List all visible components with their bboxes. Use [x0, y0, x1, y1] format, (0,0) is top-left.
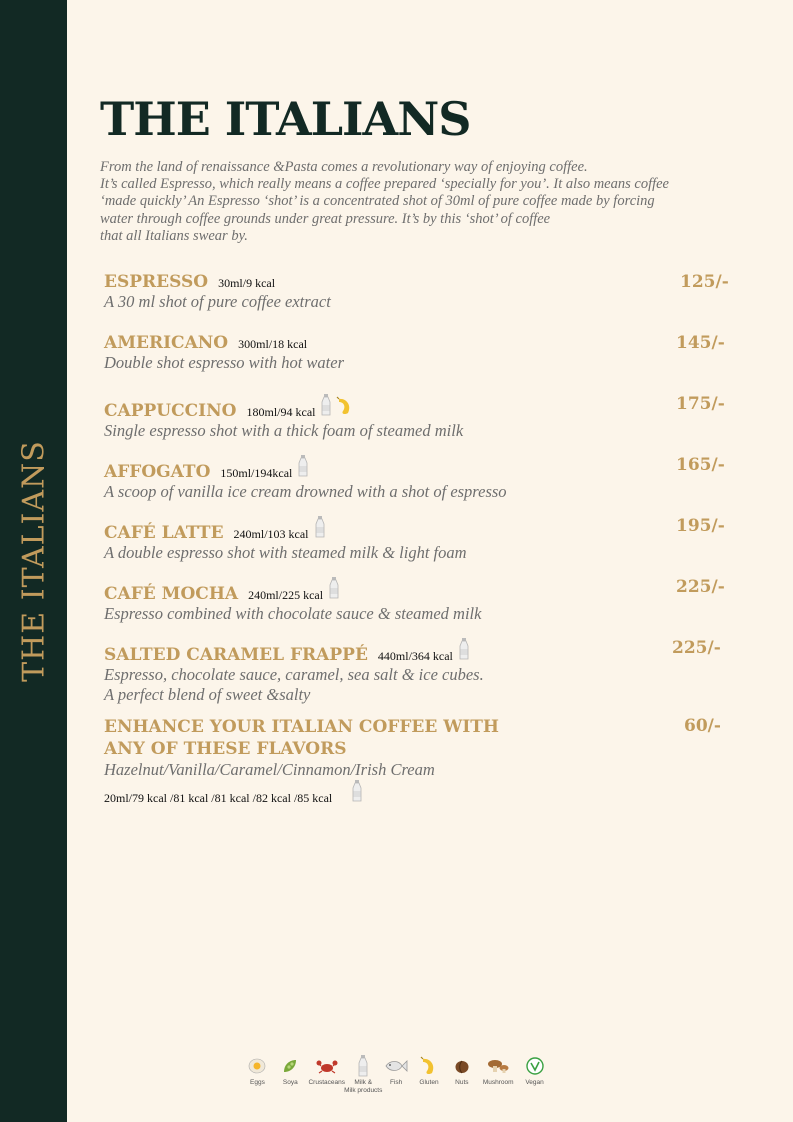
legend-item [481, 1053, 515, 1095]
legend-item [244, 1053, 271, 1095]
legend-item [344, 1053, 383, 1095]
mushroom-icon [487, 1053, 509, 1079]
item-price: 165/- [676, 455, 725, 475]
item-name: ESPRESSO [104, 272, 209, 292]
milk-icon [352, 780, 362, 806]
menu-item-cafe-mocha [104, 577, 724, 624]
milk-icon [321, 394, 331, 420]
item-name: AFFOGATO [104, 462, 211, 482]
item-name: SALTED CARAMEL FRAPPÉ [104, 645, 368, 665]
menu-item-flavors [104, 716, 724, 806]
item-calories: 440ml/364 kcal [377, 649, 453, 663]
allergen-icons [315, 516, 325, 542]
intro-line: It’s called Espresso, which really means a coffee prepared ‘specially for you’. It also means coffee [100, 176, 669, 193]
item-calories: 240ml/103 kcal [233, 527, 309, 541]
menu-item-espresso [104, 272, 729, 312]
item-calories: 30ml/9 kcal [218, 276, 276, 290]
item-description: A perfect blend of sweet &salty [104, 685, 311, 704]
milk-icon [358, 1053, 368, 1079]
item-price: 175/- [676, 394, 725, 414]
flavors-description: Hazelnut/Vanilla/Caramel/Cinnamon/Irish Cream [104, 760, 435, 779]
legend-label: Nuts [455, 1079, 469, 1086]
item-price: 225/- [672, 638, 721, 658]
menu-item-cafe-latte [104, 516, 724, 563]
allergen-icons [459, 638, 469, 664]
item-name: CAPPUCCINO [104, 401, 237, 421]
item-description: Single espresso shot with a thick foam of steamed milk [104, 421, 464, 440]
legend-label: Eggs [250, 1079, 265, 1086]
item-calories: 150ml/194kcal [220, 466, 293, 480]
legend-label: Crustaceans [308, 1079, 345, 1086]
gluten-icon [336, 396, 354, 420]
milk-icon [315, 516, 325, 542]
legend-item [448, 1053, 475, 1095]
item-price: 60/- [684, 716, 721, 736]
intro-paragraph [100, 159, 720, 245]
legend-item [277, 1053, 304, 1095]
item-price: 195/- [676, 516, 725, 536]
item-name: CAFÉ LATTE [104, 523, 224, 543]
item-description: Double shot espresso with hot water [104, 353, 345, 372]
legend-label: Vegan [525, 1079, 544, 1086]
allergen-icons [298, 455, 308, 481]
item-calories: 180ml/94 kcal [246, 405, 316, 419]
intro-line: that all Italians swear by. [100, 227, 248, 244]
sidebar-label: THE ITALIANS [16, 440, 52, 682]
flavors-calories: 20ml/79 kcal /81 kcal /81 kcal /82 kcal /85 kcal [104, 791, 333, 805]
item-name: CAFÉ MOCHA [104, 584, 239, 604]
item-price: 125/- [680, 272, 729, 292]
legend-item [310, 1053, 344, 1095]
item-price: 225/- [676, 577, 725, 597]
menu-item-affogato [104, 455, 724, 502]
milk-icon [329, 577, 339, 603]
item-price: 145/- [676, 333, 725, 353]
legend-item [383, 1053, 410, 1095]
menu-item-americano [104, 333, 724, 373]
vegan-icon [526, 1053, 544, 1079]
allergen-icons [329, 577, 339, 603]
soya-icon [282, 1053, 298, 1079]
gluten-icon [420, 1053, 438, 1079]
legend-item [521, 1053, 548, 1095]
item-calories: 300ml/18 kcal [238, 337, 308, 351]
item-description: A 30 ml shot of pure coffee extract [104, 292, 331, 311]
fish-icon [384, 1053, 408, 1079]
sidebar [0, 0, 67, 1122]
legend-item [416, 1053, 443, 1095]
legend-label: Fish [390, 1079, 403, 1086]
legend-label: Milk & Milk products [344, 1079, 383, 1094]
crustaceans-icon [316, 1053, 338, 1079]
flavors-title-line: ENHANCE YOUR ITALIAN COFFEE WITH [104, 717, 499, 737]
legend-label: Soya [282, 1079, 298, 1086]
item-description: Espresso combined with chocolate sauce & steamed milk [104, 604, 482, 623]
item-name: AMERICANO [104, 333, 229, 353]
page-title: THE ITALIANS [100, 92, 471, 146]
item-calories: 240ml/225 kcal [248, 588, 324, 602]
item-description: A scoop of vanilla ice cream drowned with a shot of espresso [104, 482, 507, 501]
milk-icon [459, 638, 469, 664]
intro-line: water through coffee grounds under great pressure. It’s by this ‘shot’ of coffee [100, 210, 551, 227]
legend-label: Mushroom [482, 1079, 514, 1086]
eggs-icon [248, 1053, 266, 1079]
allergen-legend [244, 1053, 554, 1095]
nuts-icon [453, 1053, 471, 1079]
item-description: Espresso, chocolate sauce, caramel, sea salt & ice cubes. [104, 665, 484, 684]
intro-line: ‘made quickly’ An Espresso ‘shot’ is a concentrated shot of 30ml of pure coffee made by forcing [100, 193, 655, 210]
menu-item-salted-caramel-frappe [104, 638, 724, 705]
allergen-icons [352, 780, 362, 806]
intro-line: From the land of renaissance &Pasta comes a revolutionary way of enjoying coffee. [100, 159, 588, 175]
menu-item-cappuccino [104, 394, 724, 441]
milk-icon [298, 455, 308, 481]
item-description: A double espresso shot with steamed milk & light foam [104, 543, 467, 562]
legend-label: Gluten [419, 1079, 439, 1086]
allergen-icons [321, 394, 354, 420]
flavors-title-line: ANY OF THESE FLAVORS [104, 739, 347, 759]
